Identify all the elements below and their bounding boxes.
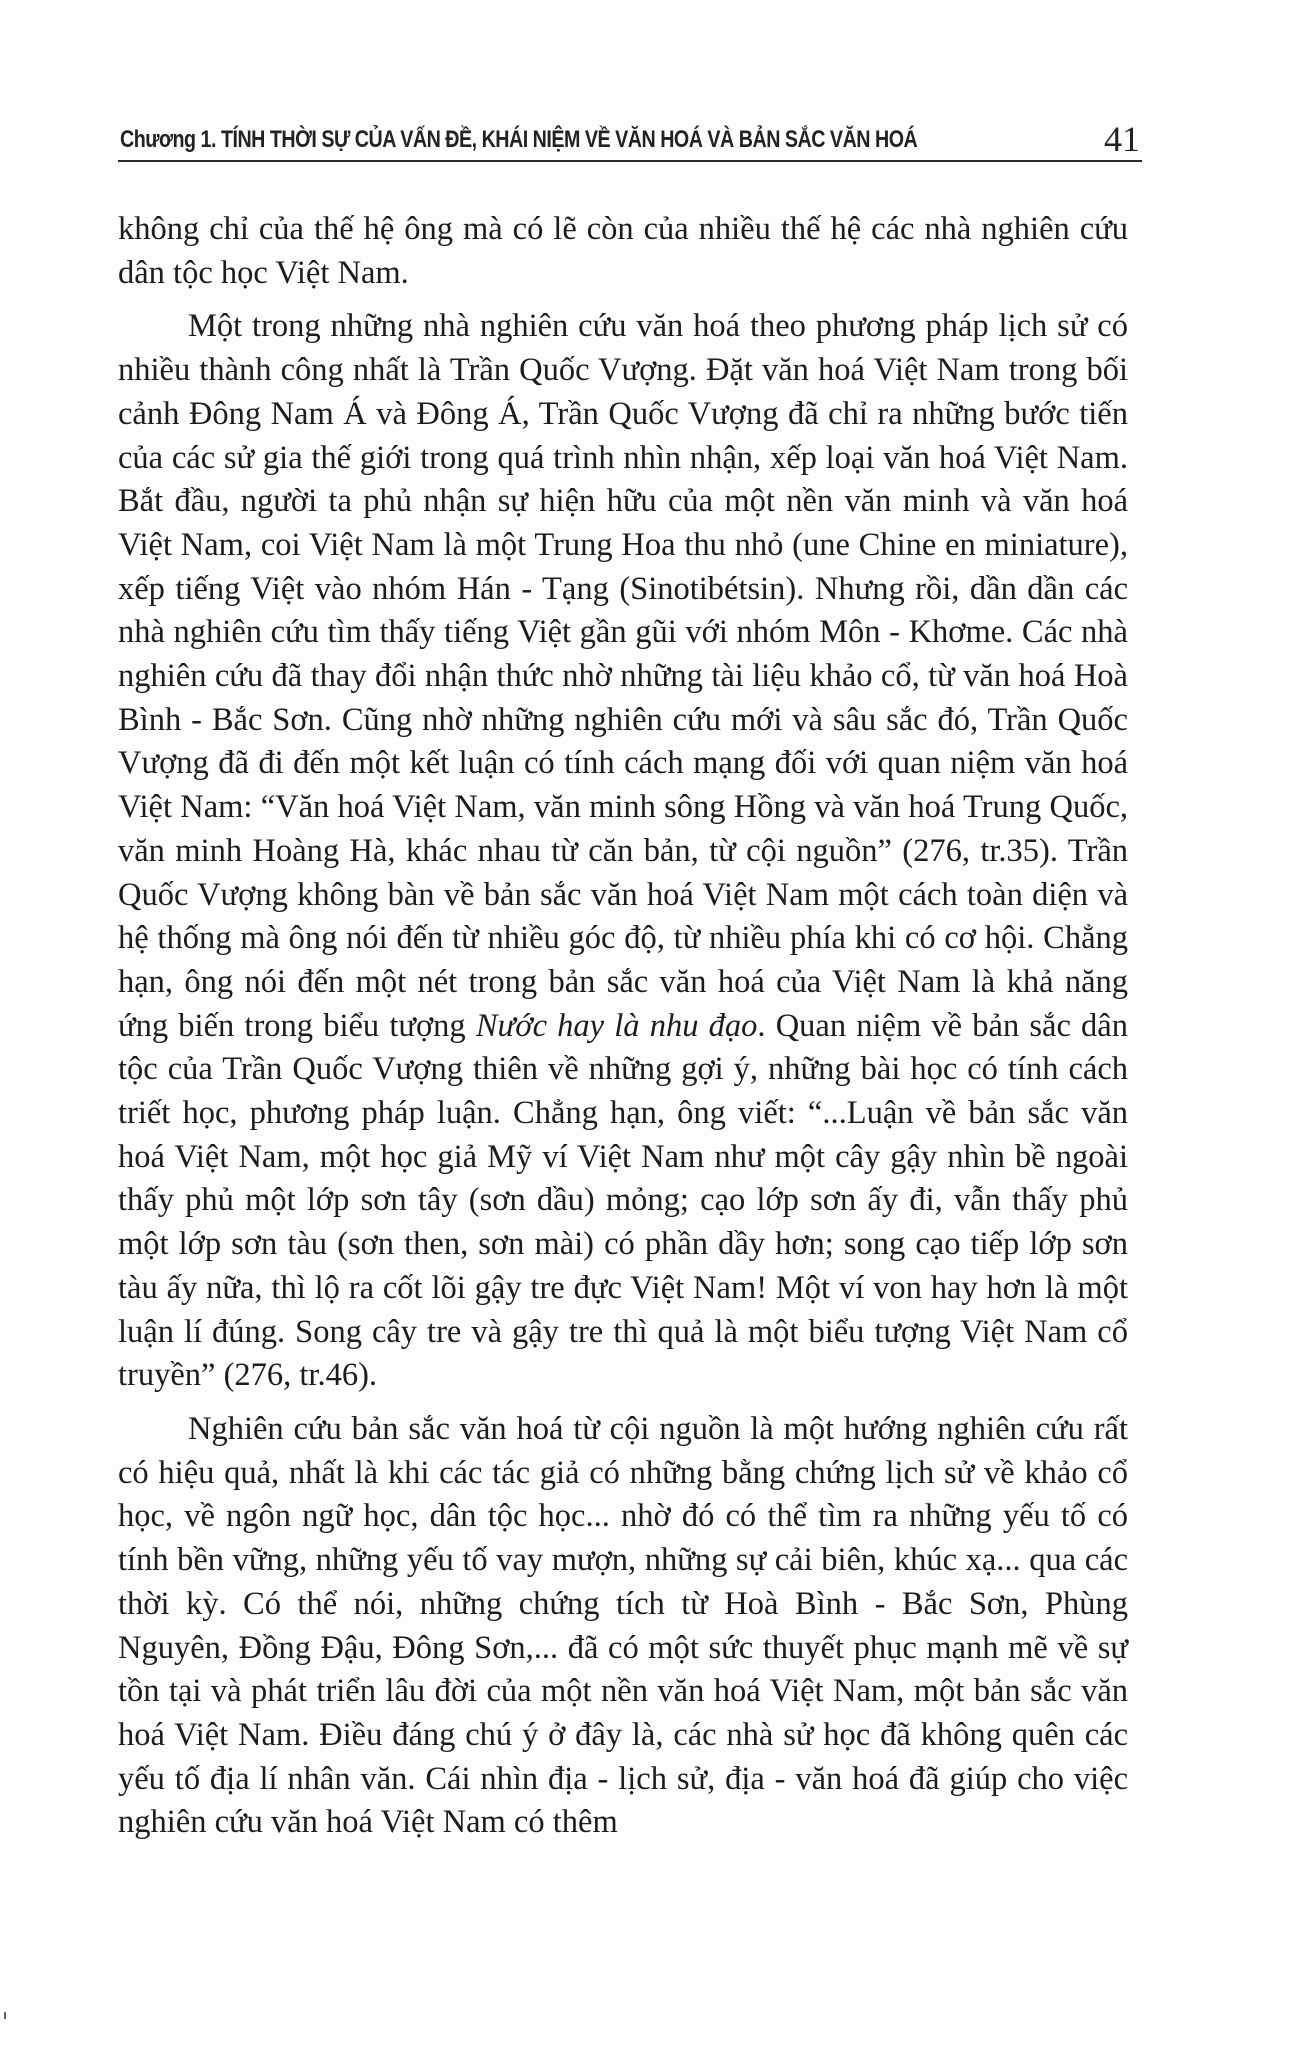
- italic-phrase: Nước hay là nhu đạo: [475, 1007, 758, 1044]
- paragraph-continuation: không chỉ của thế hệ ông mà có lẽ còn của nhiều thế hệ các nhà nghiên cứu dân tộc học Việt Nam.: [118, 211, 1128, 291]
- paragraph-tran-quoc-vuong: [118, 305, 1128, 1398]
- page-number: 41: [1104, 119, 1140, 159]
- chapter-title: Chương 1. TÍNH THỜI SỰ CỦA VẤN ĐỀ, KHÁI NIỆM VỀ VĂN HOÁ VÀ BẢN SẮC VĂN HOÁ: [120, 126, 918, 153]
- body-text: [118, 208, 1128, 1845]
- paragraph-text-part: Một trong những nhà nghiên cứu văn hoá theo phương pháp lịch sử có nhiều thành công nhất là Trần Quốc Vượng. Đặt văn hoá Việt Nam trong bối cảnh Đông Nam Á và Đông Á, Trần Quốc Vượng đã chỉ ra những bước tiến của các sử gia thế giới trong quá trình nhìn nhận, xếp loại văn hoá Việt Nam. Bắt đầu, người ta phủ nhận sự hiện hữu của một nền văn minh và văn hoá Việt Nam, coi Việt Nam là một Trung Hoa thu nhỏ (une Chine en miniature), xếp tiếng Việt vào nhóm Hán - Tạng (Sinotibétsin). Nhưng rồi, dần dần các nhà nghiên cứu tìm thấy tiếng Việt gần gũi với nhóm Môn - Khơme. Các nhà nghiên cứu đã thay đổi nhận thức nhờ những tài liệu khảo cổ, từ văn hoá Hoà Bình - Bắc Sơn. Cũng nhờ những nghiên cứu mới và sâu sắc đó, Trần Quốc Vượng đã đi đến một kết luận có tính cách mạng đối với quan niệm văn hoá Việt Nam: “Văn hoá Việt Nam, văn minh sông Hồng và văn hoá Trung Quốc, văn minh Hoàng Hà, khác nhau từ căn bản, từ cội nguồn” (276, tr.35). Trần Quốc Vượng không bàn về bản sắc văn hoá Việt Nam một cách toàn diện và hệ thống mà ông nói đến từ nhiều góc độ, từ nhiều phía khi có cơ hội. Chẳng hạn, ông nói đến một nét trong bản sắc văn hoá của Việt Nam là khả năng ứng biến trong biểu tượng: [118, 308, 1128, 1044]
- paragraph-research-origins: Nghiên cứu bản sắc văn hoá từ cội nguồn là một hướng nghiên cứu rất có hiệu quả, nhất là khi các tác giả có những bằng chứng lịch sử về khảo cổ học, về ngôn ngữ học, dân tộc học... nhờ đó có thể tìm ra những yếu tố có tính bền vững, những yếu tố vay mượn, những sự cải biên, khúc xạ... qua các thời kỳ. Có thể nói, những chứng tích từ Hoà Bình - Bắc Sơn, Phùng Nguyên, Đồng Đậu, Đông Sơn,... đã có một sức thuyết phục mạnh mẽ về sự tồn tại và phát triển lâu đời của một nền văn hoá Việt Nam, một bản sắc văn hoá Việt Nam. Điều đáng chú ý ở đây là, các nhà sử học đã không quên các yếu tố địa lí nhân văn. Cái nhìn địa - lịch sử, địa - văn hoá đã giúp cho việc nghiên cứu văn hoá Việt Nam có thêm: [118, 1410, 1128, 1841]
- scan-speck: [4, 2012, 6, 2019]
- running-header: [118, 108, 1142, 162]
- paragraph-text-part: . Quan niệm về bản sắc dân tộc của Trần Quốc Vượng thiên về những gợi ý, những bài học có tính cách triết học, phương pháp luận. Chẳng hạn, ông viết: “...Luận về bản sắc văn hoá Việt Nam, một học giả Mỹ ví Việt Nam như một cây gậy nhìn bề ngoài thấy phủ một lớp sơn tây (sơn dầu) mỏng; cạo lớp sơn ấy đi, vẫn thấy phủ một lớp sơn tàu (sơn then, sơn mài) có phần dầy hơn; song cạo tiếp lớp sơn tàu ấy nữa, thì lộ ra cốt lõi gậy tre đực Việt Nam! Một ví von hay hơn là một luận lí đúng. Song cây tre và gậy tre thì quả là một biểu tượng Việt Nam cổ truyền” (276, tr.46).: [118, 1007, 1128, 1394]
